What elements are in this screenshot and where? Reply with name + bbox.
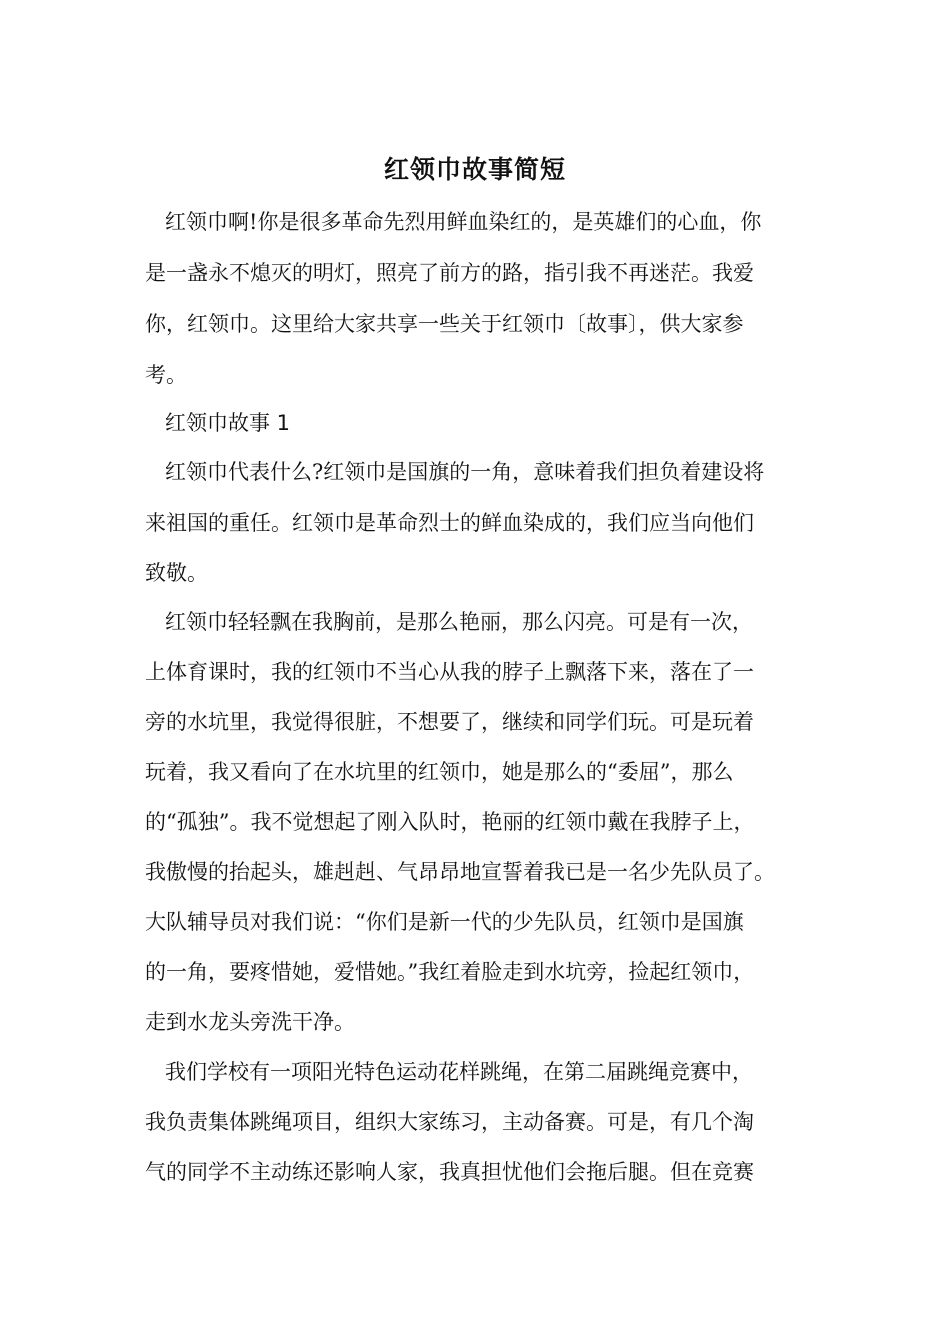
section-heading: 红领巾故事 1 bbox=[165, 411, 291, 435]
paragraph-line: 的一角，要疼惜她，爱惜她。”我红着脸走到水坑旁，捡起红领巾， bbox=[145, 960, 755, 984]
paragraph-line: 你，红领巾。这里给大家共享一些关于红领巾〔故事〕，供大家参 bbox=[145, 312, 744, 336]
paragraph-line: 我负责集体跳绳项目，组织大家练习，主动备赛。可是，有几个淘 bbox=[145, 1110, 754, 1134]
paragraph-line: 玩着，我又看向了在水坑里的红领巾，她是那么的“委屈”，那么 bbox=[145, 760, 734, 784]
paragraph-line: 红领巾代表什么?红领巾是国旗的一角，意味着我们担负着建设将 bbox=[165, 460, 765, 484]
paragraph-line: 红领巾轻轻飘在我胸前，是那么艳丽，那么闪亮。可是有一次， bbox=[165, 610, 753, 634]
paragraph-line: 上体育课时，我的红领巾不当心从我的脖子上飘落下来，落在了一 bbox=[145, 660, 754, 684]
paragraph-line: 走到水龙头旁洗干净。 bbox=[145, 1010, 355, 1034]
paragraph-line: 的“孤独”。我不觉想起了刚入队时，艳丽的红领巾戴在我脖子上， bbox=[145, 810, 755, 834]
document-title: 红领巾故事简短 bbox=[383, 155, 566, 184]
paragraph-line: 大队辅导员对我们说：“你们是新一代的少先队员，红领巾是国旗 bbox=[145, 910, 744, 934]
paragraph-line: 致敬。 bbox=[145, 561, 208, 585]
paragraph-line: 旁的水坑里，我觉得很脏，不想要了，继续和同学们玩。可是玩着 bbox=[145, 710, 754, 734]
paragraph-line: 我傲慢的抬起头，雄赳赳、气昂昂地宣誓着我已是一名少先队员了。 bbox=[145, 860, 775, 884]
paragraph-line: 是一盏永不熄灭的明灯，照亮了前方的路，指引我不再迷茫。我爱 bbox=[145, 261, 754, 285]
paragraph-line: 红领巾啊!你是很多革命先烈用鲜血染红的，是英雄们的心血，你 bbox=[165, 210, 762, 234]
paragraph-line: 气的同学不主动练还影响人家，我真担忧他们会拖后腿。但在竞赛 bbox=[145, 1160, 754, 1184]
paragraph-line: 我们学校有一项阳光特色运动花样跳绳，在第二届跳绳竞赛中， bbox=[165, 1060, 753, 1084]
paragraph-line: 考。 bbox=[145, 363, 187, 387]
paragraph-line: 来祖国的重任。红领巾是革命烈士的鲜血染成的，我们应当向他们 bbox=[145, 511, 754, 535]
